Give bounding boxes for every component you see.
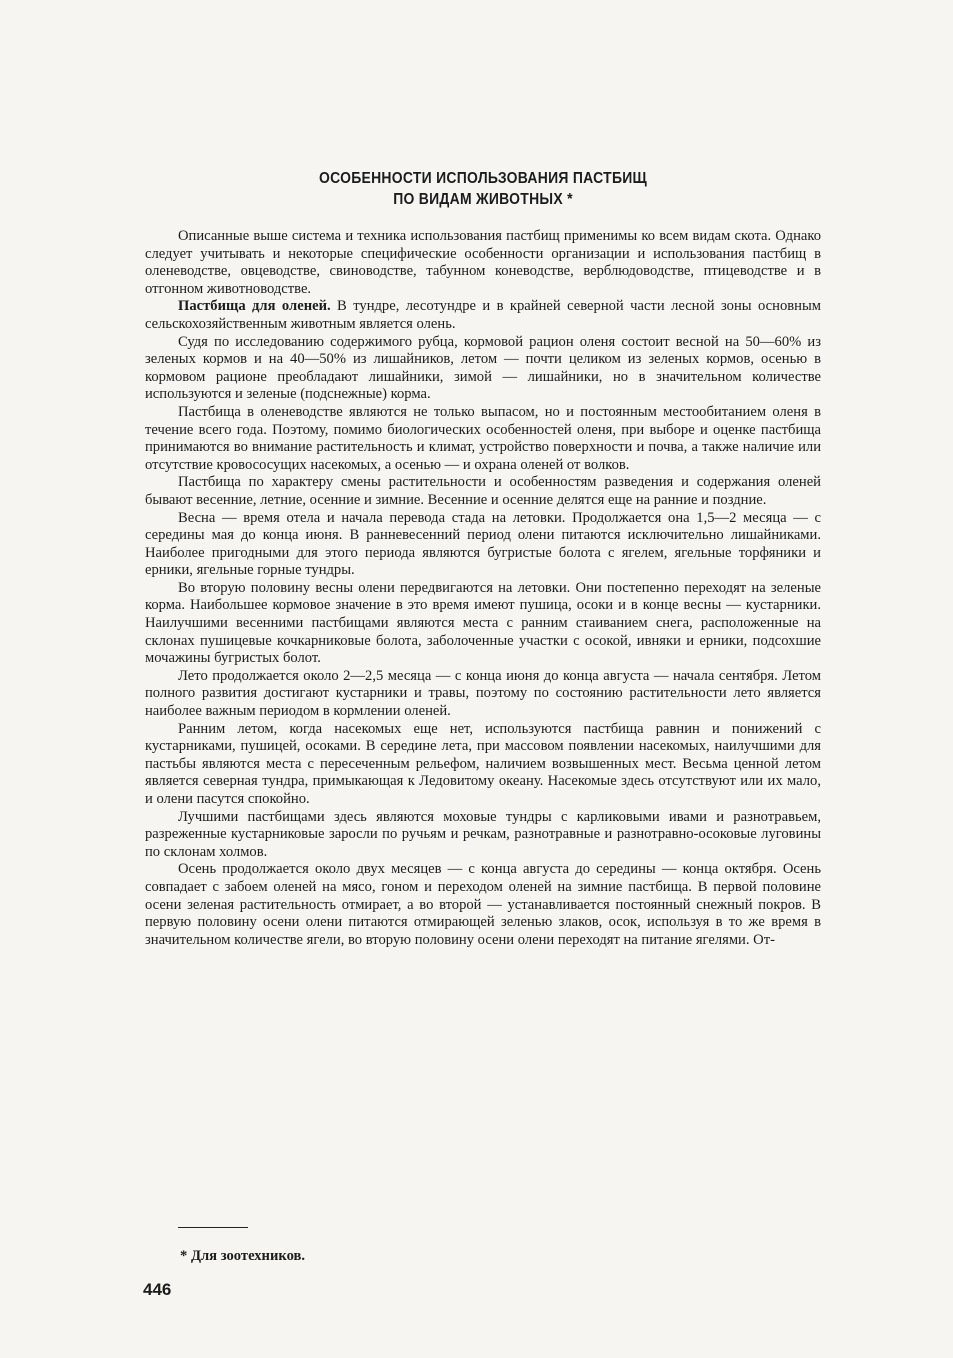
footnote: * Для зоотехников. [180,1248,306,1264]
page-title-line-1: ОСОБЕННОСТИ ИСПОЛЬЗОВАНИЯ ПАСТБИЩ [318,170,648,187]
paragraph: Судя по исследованию содержимого рубца, кормовой рацион оленя состоит весной на 50—60% из зеленых кормов и на 40—50% из лишайников, летом — почти целиком из зеленых кормов, осенью в кормовом рационе преобладают лишайники, зимой — лишайники, но в значительном количестве используются и зеленые (подснежные) корма. [145,333,821,403]
paragraph: Во вторую половину весны олени передвигаются на летовки. Они постепенно переходят на зеленые корма. Наибольшее кормовое значение в это время имеют пушица, осоки и в конце весны — кустарники. Наилучшими весенними пастбищами являются места с ранним стаиванием снега, расположенные на склонах пушицевые кочкарниковые болота, заболоченные участки с осокой, ивняки и ерники, подсохшие мочажины бугристых болот. [145,579,821,667]
page-title [179,168,787,210]
page-title-line-2: ПО ВИДАМ ЖИВОТНЫХ * [393,191,573,208]
paragraph: Ранним летом, когда насекомых еще нет, используются пастбища равнин и понижений с кустарниками, пушицей, осоками. В середине лета, при массовом появлении насекомых, наилучшими для пастьбы являются места с пересеченным рельефом, наличием возвышенных мест. Весьма ценной летом является северная тундра, примыкающая к Ледовитому океану. Насекомые здесь отсутствуют или их мало, и олени пасутся спокойно. [145,720,821,807]
section-heading-reindeer: Пастбища для оленей. [178,298,331,315]
paragraph: Пастбища по характеру смены растительности и особенностям разведения и содержания оленей бывают весенние, летние, осенние и зимние. Весенние и осенние делятся еще на ранние и поздние. [145,474,821,508]
article-body [145,228,821,949]
paragraph: Весна — время отела и начала перевода стада на летовки. Продолжается она 1,5—2 месяца — с середины мая до конца июня. В ранневесенний период олени питаются исключительно лишайниками. Наиболее пригодными для этого периода являются бугристые болота с ягелем, ягельные торфяники и ерники, ягельные горные тундры. [145,509,821,579]
paragraph: Лучшими пастбищами здесь являются моховые тундры с карликовыми ивами и разнотравьем, разреженные кустарниковые заросли по ручьям и речкам, разнотравные и разнотравно-осоковые луговины по склонам холмов. [145,808,821,860]
footnote-divider [178,1227,248,1228]
paragraph: Осень продолжается около двух месяцев — с конца августа до середины — конца октября. Осень совпадает с забоем оленей на мясо, гоном и переходом оленей на зимние пастбища. В первой половине осени зеленая растительность отмирает, а во второй — устанавливается постоянный снежный покров. В первую половину осени олени питаются отмирающей зеленью злаков, осок, используя в то же время в значительном количестве ягели, во вторую половину осени олени переходят на питание ягелями. От- [145,861,821,948]
page-number: 446 [143,1280,172,1299]
paragraph: Описанные выше система и техника использования пастбищ применимы ко всем видам скота. Однако следует учитывать и некоторые специфические особенности организации и использования пастбищ в оленеводстве, овцеводстве, свиноводстве, табунном коневодстве, верблюдоводстве, птицеводстве и в отгонном животноводстве. [145,228,821,297]
paragraph: Пастбища для оленей. В тундре, лесотундре и в крайней северной части лесной зоны основным сельскохозяйственным животным является олень. [145,298,821,332]
paragraph: Пастбища в оленеводстве являются не только выпасом, но и постоянным местообитанием оленя в течение всего года. Поэтому, помимо биологических особенностей оленя, при выборе и оценке пастбища принимаются во внимание растительность и климат, устройство поверхности и почва, а также наличие или отсутствие кровососущих насекомых, а осенью — и охрана оленей от волков. [145,403,821,473]
paragraph: Лето продолжается около 2—2,5 месяца — с конца июня до конца августа — начала сентября. Летом полного развития достигают кустарники и травы, поэтому по состоянию растительности лето является наиболее важным периодом в кормлении оленей. [145,667,821,720]
